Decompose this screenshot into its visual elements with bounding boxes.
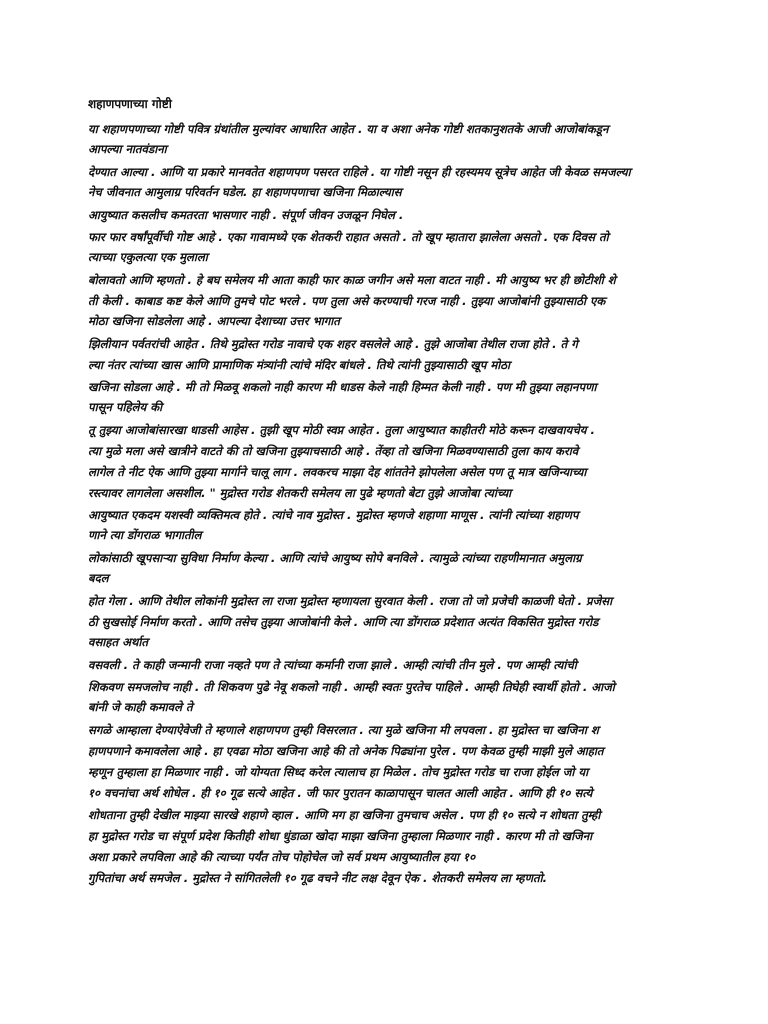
text-line: हाणपणाने कमावलेला आहे . हा एवढा मोठा खजिना आहे की तो अनेक पिढ्यांना पुरेल . पण केवळ तुम्ही माझी मुले आहात (88, 744, 604, 759)
text-line: बांनी जे काही कमावले ते (88, 699, 193, 714)
text-line: णाने त्या डोंगराळ भागातील (88, 527, 202, 542)
text-line: शिकवण समजलोच नाही . ती शिकवण पुढे नेवू शकलो नाही . आम्ही स्वतः पुरतेच पाहिले . आम्ही तिघेही स्वार्थी होतो . आजो (88, 679, 615, 694)
text-line: या शहाणपणाच्या गोष्टी पवित्र ग्रंथांतील मुल्यांवर आधारित आहेत . या व अशा अनेक गोष्टी शतकानुशतके आजी आजोबांकडून (88, 122, 609, 136)
text-line: म्हणून तुम्हाला हा मिळणार नाही . जो योग्यता सिध्द करेल त्यालाच हा मिळेल . तोच मुद्रोस्त गरोड चा राजा होईल जो या (88, 765, 589, 780)
document-title: शहाणपणाच्या गोष्टी (88, 97, 172, 111)
text-line: आयुष्यात एकदम यशस्वी व्यक्तिमत्व होते . त्यांचे नाव मुद्रोस्त . मुद्रोस्त म्हणजे शहाणा माणूस . त्यांनी त्यांच्या शहाणप (88, 507, 579, 522)
text-line: खजिना सोडला आहे . मी तो मिळवू शकलो नाही कारण मी धाडस केले नाही हिम्मत केली नाही . पण मी तुझ्या लहानपणा (88, 379, 597, 394)
text-line: आपल्या नातवंडाना (88, 142, 167, 157)
text-line: रस्त्यावर लागलेला असशील. " मुद्रोस्त गरोड शेतकरी समेलय ला पुढे म्हणतो बेटा तुझे आजोबा त्यांच्या (88, 486, 512, 501)
text-line: लोकांसाठी खूपसाऱ्या सुविधा निर्माण केल्या . आणि त्यांचे आयुष्य सोपे बनविले . त्यामुळे त्यांच्या राहणीमानात अमुलाग्र (88, 550, 582, 565)
text-line: होत गेला . आणि तेथील लोकांनी मुद्रोस्त ला राजा मुद्रोस्त म्हणायला सुरवात केली . राजा तो जो प्रजेची काळजी घेतो . प्रजेसा (88, 594, 613, 609)
text-line: बदल (88, 571, 109, 586)
text-line: वसवली . ते काही जन्मानी राजा नव्हते पण ते त्यांच्या कर्मानी राजा झाले . आम्ही त्यांची तीन मुले . पण आम्ही त्यांची (88, 658, 577, 673)
text-line: बोलावतो आणि म्हणतो . हे बघ समेलय मी आता काही फार काळ जगीन असे मला वाटत नाही . मी आयुष्य भर ही छोटीशी शे (88, 272, 616, 287)
text-line: हा मुद्रोस्त गरोड चा संपूर्ण प्रदेश कितीही शोधा धुंडाळा खोदा माझा खजिना तुम्हाला मिळणार नाही . कारण मी तो खजिना (88, 828, 593, 843)
text-line: देण्यात आल्या . आणि या प्रकारे मानवतेत शहाणपण पसरत राहिले . या गोष्टी नसून ही रहस्यमय सूत्रेच आहेत जी केवळ समजल्या (88, 165, 631, 180)
text-line: तू तुझ्या आजोबांसारखा धाडसी आहेस . तुझी खूप मोठी स्वप्न आहेत . तुला आयुष्यात काहीतरी मोठे करून दाखवायचेय . (88, 422, 595, 437)
text-line: ती केली . काबाड कष्ट केले आणि तुमचे पोट भरले . पण तुला असे करण्याची गरज नाही . तुझ्या आजोबांनी तुझ्यासाठी एक (88, 294, 606, 309)
text-line: पासून पहिलेय की (88, 399, 163, 414)
text-line: वसाहत अर्थात (88, 635, 148, 650)
text-line: त्याच्या एकुलत्या एक मुलाला (88, 249, 208, 264)
text-line: सगळे आम्हाला देण्याऐवेजी ते म्हणाले शहाणपण तुम्ही विसरलात . त्या मुळे खजिना मी लपवला . हा मुद्रोस्त चा खजिना श (88, 722, 599, 737)
text-line: झिलीयान पर्वतरांची आहेत . तिथे मुद्रोस्त गरोड नावाचे एक शहर वसलेले आहे . तुझे आजोबा तेथील राजा होते . ते गे (88, 337, 578, 352)
text-line: लागेल ते नीट ऐक आणि तुझ्या मार्गाने चालू लाग . लवकरच माझा देह शांततेने झोपलेला असेल पण तू मात्र खजिन्याच्या (88, 465, 587, 480)
document-body (88, 119, 696, 889)
text-line: १० वचनांचा अर्थ शोधेल . ही १० गूढ सत्ये आहेत . जी फार पुरातन काळापासून चालत आली आहेत . आणि ही १० सत्ये (88, 786, 593, 801)
text-line: अशा प्रकारे लपविला आहे की त्याच्या पर्यंत तोच पोहोचेल जो सर्व प्रथम आयुष्यातील हया १० (88, 850, 476, 865)
text-line: नेच जीवनात आमुलाग्र परिवर्तन घडेल. हा शहाणपणाचा खजिना मिळाल्यास (88, 185, 402, 200)
text-line: शोधताना तुम्ही देखील माझ्या सारखे शहाणे व्हाल . आणि मग हा खजिना तुमचाच असेल . पण ही १० सत्ये न शोधता तुम्ही (88, 807, 601, 822)
text-line: फार फार वर्षांपूर्वीची गोष्ट आहे . एका गावामध्ये एक शेतकरी राहात असतो . तो खूप म्हातारा झालेला असतो . एक दिवस तो (88, 229, 609, 244)
text-line: आयुष्यात कसलीच कमतरता भासणार नाही . संपूर्ण जीवन उजळून निघेल . (88, 208, 404, 223)
text-line: मोठा खजिना सोडलेला आहे . आपल्या देशाच्या उत्तर भागात (88, 314, 340, 329)
text-line: ठी सुखसोई निर्माण करतो . आणि तसेच तुझ्या आजोबांनी केले . आणि त्या डोंगराळ प्रदेशात अत्यंत विकसित मुद्रोस्त गरोड (88, 615, 599, 630)
text-line: गुपितांचा अर्थ समजेल . मुद्रोस्त ने सांगितलेली १० गूढ वचने नीट लक्ष देवून ऐक . शेतकरी समेलय ला म्हणतो. (88, 871, 547, 886)
text-line: त्या मुळे मला असे खात्रीने वाटते की तो खजिना तुझ्याचसाठी आहे . तेंव्हा तो खजिना मिळवण्यासाठी तुला काय करावे (88, 444, 579, 459)
text-line: ल्या नंतर त्यांच्या खास आणि प्रामाणिक मंत्र्यांनी त्यांचे मंदिर बांधले . तिथे त्यांनी तुझ्यासाठी खूप मोठा (88, 358, 511, 373)
